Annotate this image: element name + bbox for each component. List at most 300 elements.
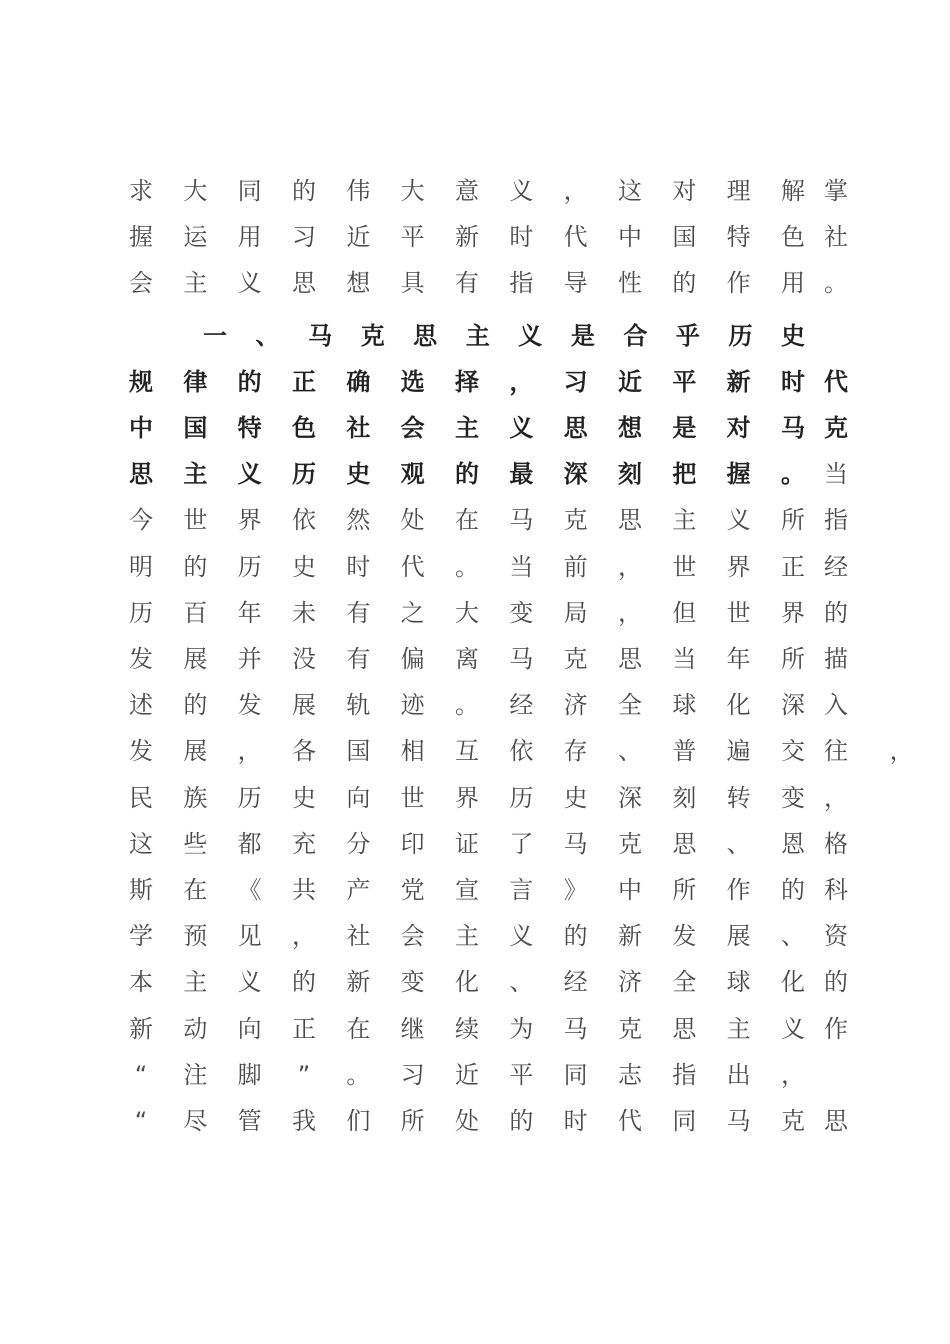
- character: 确: [346, 367, 371, 396]
- character: 的: [824, 598, 848, 627]
- character: 同: [237, 177, 262, 205]
- character: 预: [183, 922, 208, 951]
- character: “: [134, 1107, 148, 1135]
- character: 当: [672, 645, 697, 673]
- character: 掌: [824, 177, 848, 205]
- character: 世: [672, 552, 697, 581]
- character: 、: [618, 737, 642, 766]
- character: 转: [726, 783, 751, 812]
- character: 经: [509, 691, 534, 720]
- text-line: [0, 775, 950, 821]
- character: 世: [183, 506, 208, 535]
- character: 见: [237, 922, 262, 951]
- character: 产: [346, 876, 371, 904]
- character: 的: [781, 876, 805, 904]
- character: 握: [726, 460, 751, 489]
- character: 济: [563, 691, 588, 720]
- character: 斯: [129, 876, 153, 904]
- character: 未: [292, 598, 316, 627]
- character: 、: [726, 829, 751, 858]
- character: 习: [400, 1060, 425, 1089]
- character: 前: [563, 552, 588, 581]
- character: 有: [346, 645, 371, 673]
- character: 思: [563, 414, 588, 442]
- character: 选: [400, 367, 425, 396]
- character: 国: [346, 737, 371, 766]
- character: 、: [509, 968, 534, 997]
- character: 思: [618, 645, 642, 673]
- character: 年: [726, 645, 751, 673]
- character: 出: [726, 1060, 751, 1089]
- character: 深: [618, 783, 642, 812]
- character: 刻: [618, 460, 642, 489]
- character: 克: [563, 506, 588, 535]
- character: 球: [672, 691, 697, 720]
- character: 世: [726, 598, 751, 627]
- character: 伟: [346, 177, 371, 205]
- character: 当: [824, 460, 848, 489]
- heading-line: [0, 359, 950, 405]
- character: 思: [292, 269, 316, 298]
- character: 用: [781, 269, 805, 298]
- character: 志: [618, 1060, 642, 1089]
- character: 所: [781, 506, 805, 535]
- character: 今: [129, 506, 153, 535]
- character: 深: [781, 691, 805, 720]
- character: 性: [618, 269, 642, 298]
- character: 乎: [675, 321, 700, 350]
- character: 主: [455, 922, 479, 951]
- character: 义: [509, 922, 534, 951]
- character: 的: [237, 367, 262, 396]
- character: 深: [563, 460, 588, 489]
- character: 主: [726, 1014, 751, 1043]
- character: 色: [292, 414, 316, 442]
- character: 偏: [400, 645, 425, 673]
- character: 历: [728, 321, 753, 350]
- character: 的: [672, 269, 697, 298]
- character: 义: [509, 177, 534, 205]
- character: 局: [563, 598, 588, 627]
- character: ，: [509, 367, 534, 396]
- character: 主: [183, 968, 208, 997]
- character: ，: [889, 737, 914, 766]
- character: 史: [292, 552, 316, 581]
- character: 指: [824, 506, 848, 535]
- character: 史: [563, 783, 588, 812]
- character: 主: [465, 321, 490, 350]
- character: 最: [509, 460, 534, 489]
- character: 正: [292, 367, 316, 396]
- character: 马: [509, 645, 534, 673]
- character: 展: [183, 645, 208, 673]
- character: ，: [292, 922, 316, 951]
- character: 继: [400, 1014, 425, 1043]
- character: 为: [509, 1014, 534, 1043]
- character: 社: [824, 223, 848, 252]
- text-line: [0, 544, 950, 590]
- character: 发: [672, 922, 697, 951]
- character: 了: [509, 829, 534, 858]
- character: 时: [509, 223, 534, 252]
- character: 平: [400, 223, 425, 252]
- text-line: [0, 821, 950, 867]
- character: 新: [618, 922, 642, 951]
- character: 色: [781, 223, 805, 252]
- text-line: [0, 451, 950, 497]
- character: 离: [455, 645, 479, 673]
- text-line: [0, 913, 950, 959]
- character: 展: [183, 737, 208, 766]
- character: 界: [455, 783, 479, 812]
- text-line: [0, 497, 950, 543]
- character: 展: [726, 922, 751, 951]
- character: 特: [726, 223, 751, 252]
- text-line: [0, 1098, 950, 1144]
- character: 求: [129, 177, 153, 205]
- character: 依: [509, 737, 534, 766]
- character: 年: [237, 598, 262, 627]
- character: 当: [509, 552, 534, 581]
- character: 主: [183, 269, 208, 298]
- character: 择: [455, 367, 479, 396]
- character: 存: [563, 737, 588, 766]
- character: 分: [346, 829, 371, 858]
- character: 脚: [237, 1060, 262, 1089]
- character: 。: [824, 269, 848, 298]
- character: 全: [672, 968, 697, 997]
- character: 。: [781, 460, 805, 489]
- character: 党: [400, 876, 425, 904]
- character: 处: [400, 506, 425, 535]
- character: 握: [129, 223, 153, 252]
- text-line: [0, 867, 950, 913]
- character: 变: [509, 598, 534, 627]
- character: 主: [672, 506, 697, 535]
- character: 把: [672, 460, 697, 489]
- character: 代: [563, 223, 588, 252]
- character: ，: [781, 1060, 805, 1089]
- character: 有: [455, 269, 479, 298]
- character: ，: [618, 552, 642, 581]
- character: 史: [781, 321, 805, 350]
- character: 化: [455, 968, 479, 997]
- character: 交: [781, 737, 805, 766]
- character: 尽: [183, 1107, 208, 1135]
- character: ，: [618, 598, 642, 627]
- character: 克: [618, 829, 642, 858]
- character: 运: [183, 223, 208, 252]
- character: 的: [292, 177, 316, 205]
- character: 在: [455, 506, 479, 535]
- character: 化: [781, 968, 805, 997]
- character: 济: [618, 968, 642, 997]
- character: 近: [346, 223, 371, 252]
- character: 新: [455, 223, 479, 252]
- character: 指: [509, 269, 534, 298]
- character: 在: [183, 876, 208, 904]
- character: 化: [726, 691, 751, 720]
- character: 经: [563, 968, 588, 997]
- character: 作: [726, 876, 751, 904]
- text-line: [0, 168, 950, 214]
- text-line: [0, 1052, 950, 1098]
- character: 往: [824, 737, 848, 766]
- character: 发: [129, 737, 153, 766]
- character: 马: [781, 414, 805, 442]
- character: 的: [509, 1107, 534, 1135]
- character: 变: [781, 783, 805, 812]
- character: 球: [726, 968, 751, 997]
- character: 、: [255, 321, 280, 350]
- character: 这: [129, 829, 153, 858]
- character: 遍: [726, 737, 751, 766]
- character: 本: [129, 968, 153, 997]
- character: 克: [824, 414, 848, 442]
- character: 会: [129, 269, 153, 298]
- character: 大: [400, 177, 425, 205]
- character: 这: [618, 177, 642, 205]
- character: 迹: [400, 691, 425, 720]
- character: 学: [129, 922, 153, 951]
- character: 习: [563, 367, 588, 396]
- character: 的: [183, 552, 208, 581]
- character: 义: [781, 1014, 805, 1043]
- character: 规: [129, 367, 153, 396]
- text-line: [0, 682, 950, 728]
- character: 界: [726, 552, 751, 581]
- character: 描: [824, 645, 848, 673]
- text-line: [0, 1006, 950, 1052]
- character: 同: [563, 1060, 588, 1089]
- character: 正: [781, 552, 805, 581]
- character: 的: [183, 691, 208, 720]
- character: 世: [400, 783, 425, 812]
- character: 意: [455, 177, 479, 205]
- character: 正: [292, 1014, 316, 1043]
- character: 所: [400, 1107, 425, 1135]
- character: 所: [781, 645, 805, 673]
- text-line: [0, 590, 950, 636]
- character: 主: [455, 414, 479, 442]
- character: 互: [455, 737, 479, 766]
- character: 全: [618, 691, 642, 720]
- character: 们: [346, 1107, 371, 1135]
- character: 。: [455, 552, 479, 581]
- character: 向: [346, 783, 371, 812]
- character: 轨: [346, 691, 371, 720]
- character: 同: [672, 1107, 697, 1135]
- character: 在: [346, 1014, 371, 1043]
- character: 史: [346, 460, 371, 489]
- character: 并: [237, 645, 262, 673]
- character: 社: [346, 922, 371, 951]
- character: 历: [237, 552, 262, 581]
- character: 一: [203, 321, 227, 350]
- character: 主: [183, 460, 208, 489]
- character: 之: [400, 598, 425, 627]
- character: 思: [618, 506, 642, 535]
- character: 作: [726, 269, 751, 298]
- character: 马: [509, 506, 534, 535]
- character: 宣: [455, 876, 479, 904]
- character: 时: [346, 552, 371, 581]
- character: 的: [824, 968, 848, 997]
- character: 变: [400, 968, 425, 997]
- character: 时: [563, 1107, 588, 1135]
- character: 思: [672, 829, 697, 858]
- character: 近: [618, 367, 642, 396]
- heading-line: [0, 313, 950, 359]
- character: 平: [509, 1060, 534, 1089]
- character: 马: [308, 321, 333, 350]
- character: 克: [618, 1014, 642, 1043]
- character: 新: [346, 968, 371, 997]
- character: 马: [726, 1107, 751, 1135]
- character: 充: [292, 829, 316, 858]
- character: 然: [346, 506, 371, 535]
- text-line: [0, 728, 950, 774]
- character: 但: [672, 598, 697, 627]
- character: 中: [618, 223, 642, 252]
- character: 注: [183, 1060, 208, 1089]
- text-line: [0, 959, 950, 1005]
- character: 是: [570, 321, 595, 350]
- character: 的: [292, 968, 316, 997]
- character: 国: [183, 414, 208, 442]
- character: 共: [292, 876, 316, 904]
- character: 历: [509, 783, 534, 812]
- character: 会: [400, 922, 425, 951]
- text-line: [0, 260, 950, 306]
- character: 义: [237, 460, 262, 489]
- character: 的: [563, 922, 588, 951]
- character: 发: [237, 691, 262, 720]
- character: 史: [292, 783, 316, 812]
- character: ，: [237, 737, 262, 766]
- character: 对: [672, 177, 697, 205]
- character: ，: [824, 783, 848, 812]
- character: 新: [129, 1014, 153, 1043]
- character: 所: [672, 876, 697, 904]
- character: 义: [237, 269, 262, 298]
- character: 印: [400, 829, 425, 858]
- character: 依: [292, 506, 316, 535]
- character: 思: [672, 1014, 697, 1043]
- character: 界: [781, 598, 805, 627]
- character: 《: [237, 876, 262, 904]
- character: ，: [563, 177, 588, 205]
- character: 恩: [781, 829, 805, 858]
- character: 资: [824, 922, 848, 951]
- character: 中: [129, 414, 153, 442]
- character: 些: [183, 829, 208, 858]
- character: 格: [824, 829, 848, 858]
- character: 新: [726, 367, 751, 396]
- character: 对: [726, 414, 751, 442]
- character: 义: [518, 321, 543, 350]
- character: 代: [400, 552, 425, 581]
- character: 续: [455, 1014, 479, 1043]
- character: 向: [237, 1014, 262, 1043]
- character: 克: [563, 645, 588, 673]
- character: 管: [237, 1107, 262, 1135]
- character: 克: [360, 321, 385, 350]
- character: 特: [237, 414, 262, 442]
- character: 刻: [672, 783, 697, 812]
- character: 处: [455, 1107, 479, 1135]
- character: 动: [183, 1014, 208, 1043]
- character: 、: [781, 922, 805, 951]
- character: 没: [292, 645, 316, 673]
- character: 展: [292, 691, 316, 720]
- character: 义: [726, 506, 751, 535]
- character: 克: [781, 1107, 805, 1135]
- character: 证: [455, 829, 479, 858]
- character: 解: [781, 177, 805, 205]
- character: 入: [824, 691, 848, 720]
- character: 百: [183, 598, 208, 627]
- character: 马: [563, 1014, 588, 1043]
- character: 律: [183, 367, 208, 396]
- character: 思: [824, 1107, 848, 1135]
- character: 科: [824, 876, 848, 904]
- character: 义: [509, 414, 534, 442]
- character: 历: [292, 460, 316, 489]
- character: 习: [292, 223, 316, 252]
- character: 观: [400, 460, 425, 489]
- character: 有: [346, 598, 371, 627]
- character: 理: [726, 177, 751, 205]
- character: 作: [824, 1014, 848, 1043]
- character: 历: [237, 783, 262, 812]
- character: 时: [781, 367, 805, 396]
- text-line: [0, 214, 950, 260]
- character: 想: [618, 414, 642, 442]
- character: 用: [237, 223, 262, 252]
- character: 的: [455, 460, 479, 489]
- character: 具: [400, 269, 425, 298]
- character: 义: [237, 968, 262, 997]
- character: 合: [623, 321, 648, 350]
- character: 历: [129, 598, 153, 627]
- character: 指: [672, 1060, 697, 1089]
- character: 》: [563, 876, 588, 904]
- character: “: [134, 1060, 148, 1089]
- character: 中: [618, 876, 642, 904]
- character: 。: [346, 1060, 371, 1089]
- character: 经: [824, 552, 848, 581]
- character: 言: [509, 876, 534, 904]
- character: 近: [455, 1060, 479, 1089]
- character: 想: [346, 269, 371, 298]
- character: 会: [400, 414, 425, 442]
- character: 各: [292, 737, 316, 766]
- character: 大: [455, 598, 479, 627]
- character: 族: [183, 783, 208, 812]
- character: 我: [292, 1107, 316, 1135]
- character: 马: [563, 829, 588, 858]
- character: 明: [129, 552, 153, 581]
- heading-line: [0, 405, 950, 451]
- character: 普: [672, 737, 697, 766]
- character: 民: [129, 783, 153, 812]
- character: 是: [672, 414, 697, 442]
- character: 代: [824, 367, 848, 396]
- character: 都: [237, 829, 262, 858]
- character: 思: [413, 321, 438, 350]
- character: 思: [129, 460, 153, 489]
